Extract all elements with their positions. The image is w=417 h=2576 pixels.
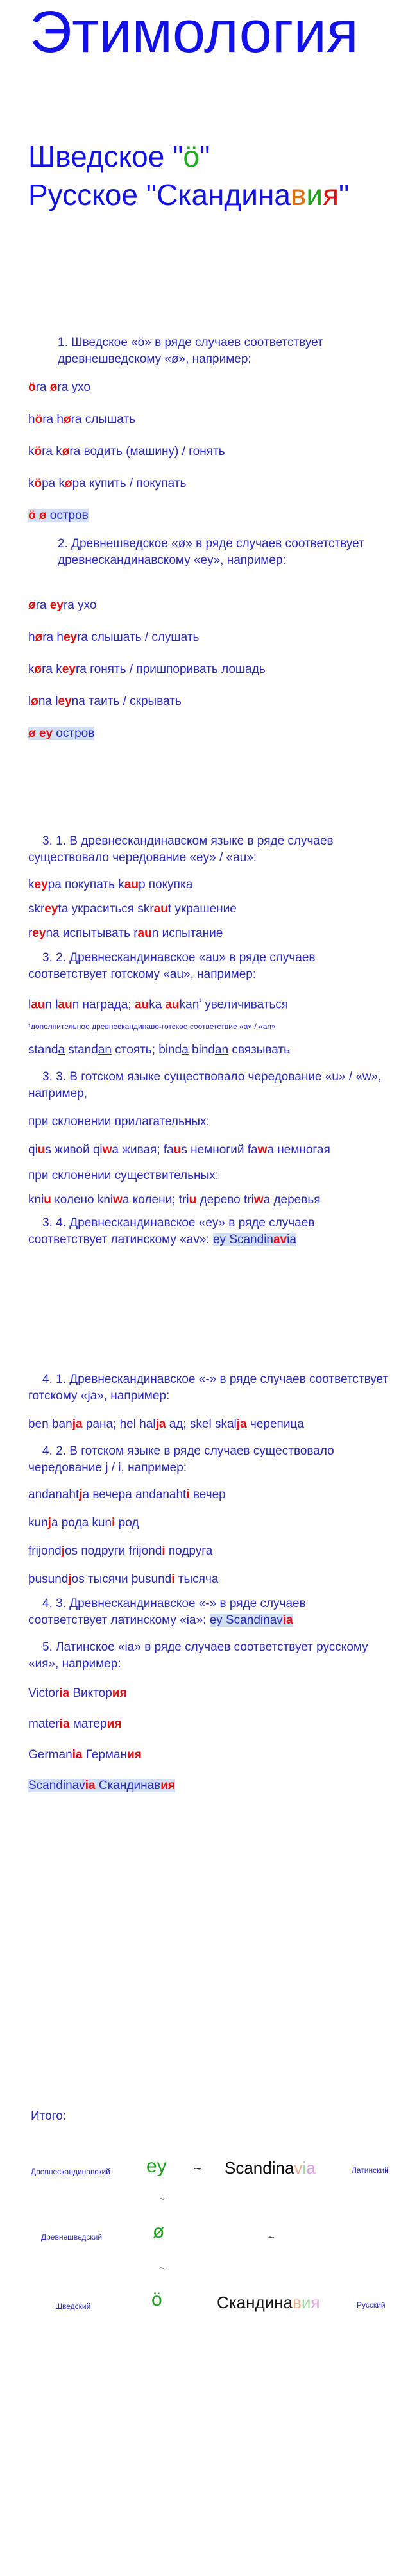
s4-item1: 4. 1. Древнескандинавское «-» в ряде случаев соответствует готскому «ja», например: [28, 1373, 389, 1403]
s4-example-1: ben banja рана; hel halja ад; skel skalja черепица [28, 1417, 304, 1431]
page-title: Этимология [30, 0, 359, 65]
s3-sub1: при склонении прилагательных: [28, 1115, 210, 1128]
s4-example-8: Germania Германия [28, 1748, 142, 1762]
s3-example-4: laun laun награда; auka aukan$^{^1}$ увеличиваться [28, 998, 289, 1012]
s3-sub2: при склонении существительных: [28, 1169, 219, 1182]
s1-example-10: ø ey остров [28, 727, 95, 740]
s3-example-7: kniu колено kniwa колени; triu дерево triwa деревья [28, 1193, 321, 1207]
s1-item1: 1. Шведское «ö» в ряде случаев соответствует древнешведскому «ø», например: [58, 336, 323, 366]
s4-example-6: Victoria Виктория [28, 1687, 127, 1700]
s4-example-2: andanahtja вечера andanahti вечер [28, 1488, 226, 1501]
s3-example-5: standa standan стоять; binda bindan связывать [28, 1043, 291, 1057]
s3-item2: 3. 2. Древнескандинавское «au» в ряде случаев соответствует готскому «au», например: [28, 951, 316, 981]
s4-example-4: frijondjos подруги frijondi подруга [28, 1544, 213, 1558]
s4-example-7: materia материя [28, 1717, 122, 1731]
summary-tilde-row1: ~ [194, 2162, 201, 2176]
summary-row3-label: Шведский [55, 2302, 91, 2311]
s3-footnote: ¹дополнительное древнескандинаво-готское соответствие «a» / «an» [28, 1022, 276, 1031]
summary-row1-label: Древнескандинавский [31, 2167, 110, 2176]
s3-item4a: 3. 4. Древнескандинавское «ey» в ряде случаев [42, 1216, 315, 1230]
summary-tilde-v1: ~ [159, 2194, 166, 2205]
s4-item3b: соответствует латинскому «ia»: ey Scandinavia [28, 1614, 293, 1627]
s1-item2: 2. Древнешведское «ø» в ряде случаев соответствует древнескандинавскому «ey», например: [58, 537, 364, 567]
summary-russian-label: Русский [357, 2300, 386, 2309]
s1-example-5: ö ø остров [28, 509, 89, 522]
summary-title: Итого: [31, 2110, 67, 2123]
s1-example-8: køra keyra гонять / пришпоривать лошадь [28, 663, 266, 676]
summary-row3-symbol: ö [151, 2289, 162, 2310]
summary-tilde-v3: ~ [159, 2263, 166, 2274]
summary-russian-word: Скандинавия [217, 2293, 320, 2312]
s4-example-3: kunja рода kuni род [28, 1516, 139, 1530]
s3-item4b: соответствует латинскому «av»: ey Scandinavia [28, 1233, 296, 1246]
heading-swedish: Шведское "ö" [28, 140, 210, 173]
s1-example-4: köpa køpa купить / покупать [28, 477, 187, 490]
summary-tilde-v2: ~ [268, 2233, 275, 2243]
summary-row2-label: Древнешведский [41, 2233, 103, 2242]
summary-latin-word: Scandinavia [225, 2158, 316, 2177]
summary-row2-symbol: ø [153, 2221, 165, 2242]
s4-example-9: Scandinavia Скандинавия [28, 1779, 176, 1792]
s1-example-3: köra køra водить (машину) / гонять [28, 445, 225, 458]
s1-example-2: höra høra слышать [28, 413, 135, 426]
s1-example-9: løna leyna таить / скрывать [28, 695, 182, 708]
s4-item4: 5. Латинское «ia» в ряде случаев соответствует русскому «ия», например: [28, 1640, 368, 1671]
heading-swedish-letter: ö [183, 140, 200, 173]
s4-example-5: þusundjos тысячи þusundi тысяча [28, 1573, 219, 1586]
s3-example-2: skreyta украситься skraut украшение [28, 902, 237, 916]
s3-example-1: keypa покупать kaup покупка [28, 878, 193, 891]
s3-item3: 3. 3. В готском языке существовало чередование «u» / «w», например, [28, 1070, 382, 1100]
s4-item2: 4. 2. В готском языке в ряде случаев существовало чередование j / i, например: [28, 1444, 334, 1474]
s4-item3a: 4. 3. Древнескандинавское «-» в ряде случаев [42, 1597, 306, 1610]
s3-example-6: qius живой qiwa живая; faus немногий fawa немногая [28, 1143, 330, 1157]
s3-item1: 3. 1. В древнескандинавском языке в ряде случаев существовало чередование «ey» / «au»: [28, 834, 334, 864]
s1-example-1: öra øra ухо [28, 381, 90, 394]
s3-example-3: reyna испытывать raun испытание [28, 927, 223, 940]
summary-row1-symbol: ey [146, 2156, 167, 2177]
heading-russian: Русское "Скандинавия" [28, 178, 350, 211]
s1-example-6: øra eyra ухо [28, 599, 97, 612]
s1-example-7: høra heyra слышать / слушать [28, 631, 200, 644]
summary-latin-label: Латинский [352, 2166, 389, 2175]
